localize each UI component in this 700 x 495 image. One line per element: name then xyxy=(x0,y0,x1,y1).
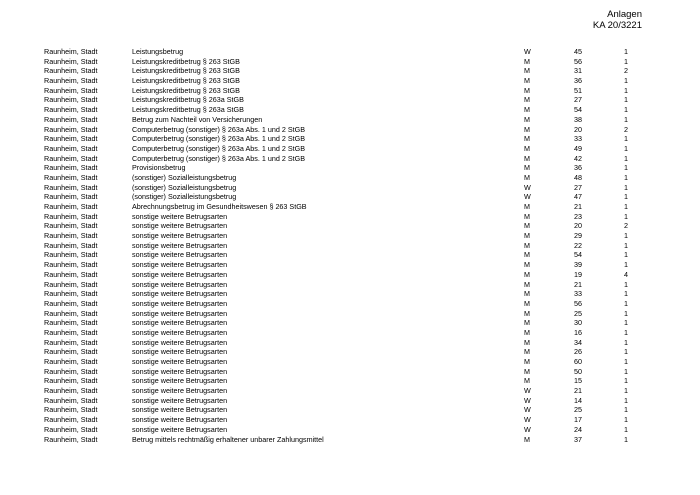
cell-count: 1 xyxy=(624,337,628,347)
cell-sex: M xyxy=(524,337,530,347)
cell-sex: M xyxy=(524,279,530,289)
table-row xyxy=(0,134,700,144)
cell-count: 2 xyxy=(624,124,628,134)
table-row xyxy=(0,318,700,328)
cell-age: 14 xyxy=(574,395,582,405)
table-row xyxy=(0,270,700,280)
table-row xyxy=(0,328,700,338)
cell-sex: M xyxy=(524,376,530,386)
table-row xyxy=(0,202,700,212)
table-row xyxy=(0,405,700,415)
cell-sex: W xyxy=(524,424,531,434)
cell-offense: sonstige weitere Betrugsarten xyxy=(132,318,228,328)
cell-age: 54 xyxy=(574,250,582,260)
cell-location: Raunheim, Stadt xyxy=(44,357,98,366)
cell-location: Raunheim, Stadt xyxy=(44,347,98,357)
cell-count: 1 xyxy=(624,153,628,163)
cell-sex: M xyxy=(524,298,530,308)
cell-location: Raunheim, Stadt xyxy=(44,134,98,144)
cell-count: 1 xyxy=(624,260,628,270)
table-row xyxy=(0,163,700,173)
cell-age: 15 xyxy=(574,376,582,386)
cell-offense: sonstige weitere Betrugsarten xyxy=(132,269,228,279)
header-document-number: KA 20/3221 xyxy=(592,20,642,31)
cell-age: 47 xyxy=(574,192,582,202)
cell-age: 56 xyxy=(574,298,582,308)
cell-sex: M xyxy=(524,357,530,366)
cell-location: Raunheim, Stadt xyxy=(44,405,98,415)
cell-count: 1 xyxy=(624,163,628,173)
cell-sex: M xyxy=(524,105,530,115)
cell-offense: sonstige weitere Betrugsarten xyxy=(132,289,228,299)
cell-count: 1 xyxy=(624,376,628,386)
cell-location: Raunheim, Stadt xyxy=(44,327,98,337)
table-row xyxy=(0,66,700,76)
cell-sex: W xyxy=(524,386,531,396)
table-row xyxy=(0,396,700,406)
cell-offense: sonstige weitere Betrugsarten xyxy=(132,327,228,337)
cell-age: 23 xyxy=(574,211,582,221)
cell-location: Raunheim, Stadt xyxy=(44,143,98,153)
cell-location: Raunheim, Stadt xyxy=(44,366,98,376)
cell-offense: Leistungskreditbetrug § 263 StGB xyxy=(132,85,240,95)
cell-location: Raunheim, Stadt xyxy=(44,182,98,192)
cell-location: Raunheim, Stadt xyxy=(44,240,98,250)
cell-count: 1 xyxy=(624,105,628,115)
cell-age: 20 xyxy=(574,221,582,231)
cell-location: Raunheim, Stadt xyxy=(44,415,98,425)
cell-location: Raunheim, Stadt xyxy=(44,124,98,134)
cell-offense: sonstige weitere Betrugsarten xyxy=(132,298,228,308)
cell-age: 45 xyxy=(574,47,582,56)
cell-location: Raunheim, Stadt xyxy=(44,376,98,386)
table-row xyxy=(0,376,700,386)
cell-age: 16 xyxy=(574,327,582,337)
table-row xyxy=(0,299,700,309)
table-row xyxy=(0,260,700,270)
cell-sex: M xyxy=(524,250,530,260)
table-row xyxy=(0,338,700,348)
cell-sex: M xyxy=(524,56,530,66)
table-row xyxy=(0,183,700,193)
cell-location: Raunheim, Stadt xyxy=(44,395,98,405)
cell-count: 1 xyxy=(624,211,628,221)
cell-location: Raunheim, Stadt xyxy=(44,221,98,231)
cell-offense: Abrechnungsbetrug im Gesundheitswesen § 263 StGB xyxy=(132,202,307,211)
table-row xyxy=(0,86,700,96)
cell-offense: Computerbetrug (sonstiger) § 263a Abs. 1 und 2 StGB xyxy=(132,153,305,163)
cell-sex: M xyxy=(524,434,530,444)
table-row xyxy=(0,357,700,367)
table-row xyxy=(0,425,700,435)
cell-offense: Leistungskreditbetrug § 263 StGB xyxy=(132,66,240,76)
cell-offense: Computerbetrug (sonstiger) § 263a Abs. 1 und 2 StGB xyxy=(132,134,305,144)
cell-sex: W xyxy=(524,47,531,56)
cell-count: 1 xyxy=(624,405,628,415)
cell-offense: sonstige weitere Betrugsarten xyxy=(132,308,228,318)
cell-sex: M xyxy=(524,366,530,376)
table-row xyxy=(0,105,700,115)
cell-sex: M xyxy=(524,318,530,328)
cell-count: 1 xyxy=(624,182,628,192)
cell-sex: M xyxy=(524,163,530,173)
cell-offense: sonstige weitere Betrugsarten xyxy=(132,279,228,289)
cell-age: 56 xyxy=(574,56,582,66)
table-row xyxy=(0,173,700,183)
cell-sex: M xyxy=(524,76,530,86)
cell-offense: Betrug zum Nachteil von Versicherungen xyxy=(132,114,263,124)
table-row xyxy=(0,192,700,202)
page-header xyxy=(593,9,642,31)
cell-sex: M xyxy=(524,202,530,211)
cell-offense: sonstige weitere Betrugsarten xyxy=(132,231,228,241)
cell-location: Raunheim, Stadt xyxy=(44,66,98,76)
cell-count: 1 xyxy=(624,308,628,318)
cell-offense: (sonstiger) Sozialleistungsbetrug xyxy=(132,182,237,192)
cell-count: 1 xyxy=(624,250,628,260)
table-row xyxy=(0,125,700,135)
cell-sex: M xyxy=(524,231,530,241)
cell-location: Raunheim, Stadt xyxy=(44,231,98,241)
cell-age: 36 xyxy=(574,76,582,86)
cell-offense: sonstige weitere Betrugsarten xyxy=(132,221,228,231)
cell-count: 1 xyxy=(624,347,628,357)
cell-location: Raunheim, Stadt xyxy=(44,192,98,202)
table-row xyxy=(0,57,700,67)
cell-sex: M xyxy=(524,308,530,318)
cell-location: Raunheim, Stadt xyxy=(44,424,98,434)
cell-count: 1 xyxy=(624,395,628,405)
cell-offense: sonstige weitere Betrugsarten xyxy=(132,415,228,425)
cell-age: 33 xyxy=(574,289,582,299)
cell-age: 17 xyxy=(574,415,582,425)
cell-sex: M xyxy=(524,240,530,250)
cell-count: 1 xyxy=(624,318,628,328)
cell-location: Raunheim, Stadt xyxy=(44,85,98,95)
cell-location: Raunheim, Stadt xyxy=(44,260,98,270)
table-row xyxy=(0,367,700,377)
cell-count: 2 xyxy=(624,221,628,231)
table-row xyxy=(0,154,700,164)
cell-age: 54 xyxy=(574,105,582,115)
table-row xyxy=(0,47,700,57)
cell-age: 37 xyxy=(574,434,582,444)
cell-count: 1 xyxy=(624,202,628,211)
cell-offense: (sonstiger) Sozialleistungsbetrug xyxy=(132,172,237,182)
cell-age: 34 xyxy=(574,337,582,347)
cell-sex: W xyxy=(524,182,531,192)
cell-count: 1 xyxy=(624,289,628,299)
cell-sex: M xyxy=(524,143,530,153)
cell-count: 1 xyxy=(624,95,628,105)
cell-offense: sonstige weitere Betrugsarten xyxy=(132,395,228,405)
cell-age: 29 xyxy=(574,231,582,241)
cell-offense: sonstige weitere Betrugsarten xyxy=(132,386,228,396)
cell-sex: M xyxy=(524,153,530,163)
table-row xyxy=(0,115,700,125)
cell-offense: Betrug mittels rechtmäßig erhaltener unbarer Zahlungsmittel xyxy=(132,434,324,444)
cell-sex: M xyxy=(524,211,530,221)
cell-age: 19 xyxy=(574,269,582,279)
cell-offense: Leistungskreditbetrug § 263a StGB xyxy=(132,105,244,115)
cell-location: Raunheim, Stadt xyxy=(44,318,98,328)
cell-location: Raunheim, Stadt xyxy=(44,56,98,66)
cell-count: 1 xyxy=(624,240,628,250)
cell-location: Raunheim, Stadt xyxy=(44,76,98,86)
cell-sex: M xyxy=(524,85,530,95)
cell-age: 31 xyxy=(574,66,582,76)
cell-location: Raunheim, Stadt xyxy=(44,47,98,56)
cell-sex: W xyxy=(524,395,531,405)
cell-sex: M xyxy=(524,327,530,337)
table-row xyxy=(0,212,700,222)
table-row xyxy=(0,415,700,425)
table-row xyxy=(0,289,700,299)
cell-age: 51 xyxy=(574,85,582,95)
cell-sex: M xyxy=(524,114,530,124)
data-table xyxy=(0,47,700,444)
cell-offense: sonstige weitere Betrugsarten xyxy=(132,211,228,221)
table-row xyxy=(0,76,700,86)
cell-age: 21 xyxy=(574,279,582,289)
cell-count: 1 xyxy=(624,386,628,396)
cell-age: 36 xyxy=(574,163,582,173)
cell-sex: M xyxy=(524,95,530,105)
cell-offense: Computerbetrug (sonstiger) § 263a Abs. 1 und 2 StGB xyxy=(132,124,305,134)
cell-age: 22 xyxy=(574,240,582,250)
cell-age: 49 xyxy=(574,143,582,153)
cell-sex: M xyxy=(524,124,530,134)
cell-age: 20 xyxy=(574,124,582,134)
cell-age: 27 xyxy=(574,95,582,105)
cell-location: Raunheim, Stadt xyxy=(44,250,98,260)
cell-offense: sonstige weitere Betrugsarten xyxy=(132,347,228,357)
table-row xyxy=(0,250,700,260)
cell-sex: M xyxy=(524,172,530,182)
cell-location: Raunheim, Stadt xyxy=(44,105,98,115)
cell-age: 26 xyxy=(574,347,582,357)
cell-offense: Leistungskreditbetrug § 263 StGB xyxy=(132,56,240,66)
cell-offense: sonstige weitere Betrugsarten xyxy=(132,260,228,270)
cell-location: Raunheim, Stadt xyxy=(44,172,98,182)
cell-offense: Leistungsbetrug xyxy=(132,47,184,56)
table-row xyxy=(0,347,700,357)
cell-location: Raunheim, Stadt xyxy=(44,211,98,221)
cell-sex: W xyxy=(524,405,531,415)
table-row xyxy=(0,144,700,154)
cell-location: Raunheim, Stadt xyxy=(44,279,98,289)
cell-count: 1 xyxy=(624,357,628,366)
cell-location: Raunheim, Stadt xyxy=(44,337,98,347)
cell-age: 25 xyxy=(574,308,582,318)
cell-age: 27 xyxy=(574,182,582,192)
cell-offense: sonstige weitere Betrugsarten xyxy=(132,366,228,376)
table-row xyxy=(0,231,700,241)
cell-sex: M xyxy=(524,269,530,279)
cell-count: 1 xyxy=(624,298,628,308)
cell-sex: M xyxy=(524,221,530,231)
cell-location: Raunheim, Stadt xyxy=(44,114,98,124)
cell-offense: Leistungskreditbetrug § 263 StGB xyxy=(132,76,240,86)
cell-location: Raunheim, Stadt xyxy=(44,153,98,163)
cell-age: 21 xyxy=(574,202,582,211)
cell-count: 2 xyxy=(624,66,628,76)
cell-count: 1 xyxy=(624,134,628,144)
cell-offense: Leistungskreditbetrug § 263a StGB xyxy=(132,95,244,105)
cell-offense: sonstige weitere Betrugsarten xyxy=(132,250,228,260)
cell-sex: M xyxy=(524,134,530,144)
table-row xyxy=(0,95,700,105)
cell-count: 1 xyxy=(624,192,628,202)
table-row xyxy=(0,221,700,231)
cell-offense: Computerbetrug (sonstiger) § 263a Abs. 1 und 2 StGB xyxy=(132,143,305,153)
cell-location: Raunheim, Stadt xyxy=(44,298,98,308)
cell-location: Raunheim, Stadt xyxy=(44,289,98,299)
cell-count: 1 xyxy=(624,434,628,444)
cell-age: 60 xyxy=(574,357,582,366)
cell-offense: sonstige weitere Betrugsarten xyxy=(132,337,228,347)
cell-location: Raunheim, Stadt xyxy=(44,95,98,105)
table-row xyxy=(0,435,700,445)
cell-location: Raunheim, Stadt xyxy=(44,269,98,279)
cell-count: 1 xyxy=(624,279,628,289)
cell-sex: W xyxy=(524,415,531,425)
cell-count: 1 xyxy=(624,366,628,376)
table-row xyxy=(0,280,700,290)
cell-count: 1 xyxy=(624,231,628,241)
cell-age: 21 xyxy=(574,386,582,396)
cell-location: Raunheim, Stadt xyxy=(44,202,98,211)
cell-age: 30 xyxy=(574,318,582,328)
table-row xyxy=(0,309,700,319)
cell-count: 1 xyxy=(624,47,628,56)
cell-offense: (sonstiger) Sozialleistungsbetrug xyxy=(132,192,237,202)
cell-location: Raunheim, Stadt xyxy=(44,434,98,444)
cell-count: 1 xyxy=(624,143,628,153)
cell-offense: Provisionsbetrug xyxy=(132,163,186,173)
cell-location: Raunheim, Stadt xyxy=(44,163,98,173)
table-row xyxy=(0,386,700,396)
cell-count: 1 xyxy=(624,85,628,95)
cell-sex: M xyxy=(524,66,530,76)
cell-offense: sonstige weitere Betrugsarten xyxy=(132,424,228,434)
cell-count: 1 xyxy=(624,327,628,337)
cell-offense: sonstige weitere Betrugsarten xyxy=(132,376,228,386)
cell-age: 33 xyxy=(574,134,582,144)
cell-sex: M xyxy=(524,260,530,270)
cell-age: 38 xyxy=(574,114,582,124)
cell-count: 1 xyxy=(624,424,628,434)
cell-offense: sonstige weitere Betrugsarten xyxy=(132,405,228,415)
cell-offense: sonstige weitere Betrugsarten xyxy=(132,240,228,250)
cell-sex: W xyxy=(524,192,531,202)
cell-sex: M xyxy=(524,347,530,357)
cell-age: 25 xyxy=(574,405,582,415)
cell-sex: M xyxy=(524,289,530,299)
cell-age: 39 xyxy=(574,260,582,270)
cell-count: 1 xyxy=(624,172,628,182)
cell-offense: sonstige weitere Betrugsarten xyxy=(132,357,228,366)
cell-age: 42 xyxy=(574,153,582,163)
header-annex-label: Anlagen xyxy=(607,9,642,20)
cell-age: 48 xyxy=(574,172,582,182)
cell-count: 1 xyxy=(624,76,628,86)
cell-location: Raunheim, Stadt xyxy=(44,308,98,318)
cell-count: 4 xyxy=(624,269,628,279)
cell-location: Raunheim, Stadt xyxy=(44,386,98,396)
cell-count: 1 xyxy=(624,415,628,425)
cell-age: 50 xyxy=(574,366,582,376)
table-row xyxy=(0,241,700,251)
cell-age: 24 xyxy=(574,424,582,434)
cell-count: 1 xyxy=(624,114,628,124)
cell-count: 1 xyxy=(624,56,628,66)
